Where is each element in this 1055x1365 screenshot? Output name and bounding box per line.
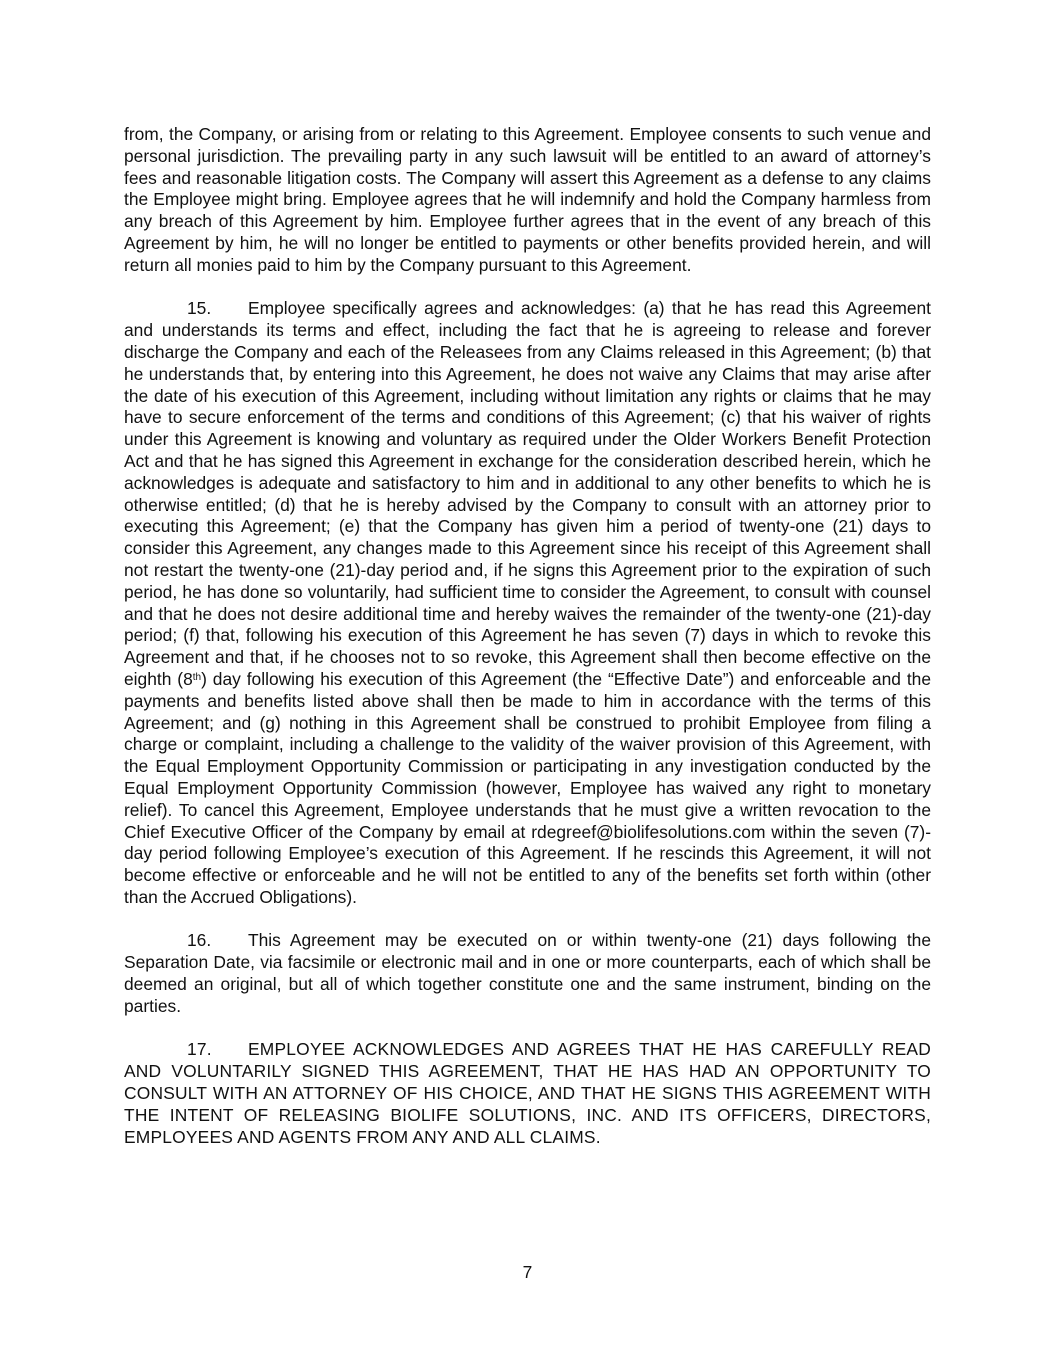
paragraph-17 xyxy=(124,1039,931,1148)
paragraph-14-continued: from, the Company, or arising from or relating to this Agreement. Employee consents to such venue and personal jurisdiction. The prevailing party in any such lawsuit will be entitled to an award of attorney’s fees and reasonable litigation costs. The Company will assert this Agreement as a defense to any claims the Employee might bring. Employee agrees that he will indemnify and hold the Company harmless from any breach of this Agreement by him. Employee further agrees that in the event of any breach of this Agreement by him, he will no longer be entitled to payments or other benefits provided herein, and will return all monies paid to him by the Company pursuant to this Agreement. xyxy=(124,124,931,275)
paragraph-15-number: 15. xyxy=(187,298,212,319)
paragraph-15-text-a: Employee specifically agrees and acknowledges: (a) that he has read this Agreement and understands its terms and effect, including the fact that he is agreeing to release and forever discharge the Company and each of the Releasees from any Claims released in this Agreement; (b) that he understands that, by entering into this Agreement, he does not waive any Claims that may arise after the date of his execution of this Agreement, including without limitation any rights or claims that he may have to secure enforcement of the terms and conditions of this Agreement; (c) that his waiver of rights under this Agreement is knowing and voluntary as required under the Older Workers Benefit Protection Act and that he has signed this Agreement in exchange for the consideration described herein, which he acknowledges is adequate and satisfactory to him and in additional to any other benefits to which he is otherwise entitled; (d) that he is hereby advised by the Company to consult with an attorney prior to executing this Agreement; (e) that the Company has given him a period of twenty-one (21) days to consider this Agreement, any changes made to this Agreement since his receipt of this Agreement shall not restart the twenty-one (21)-day period and, if he signs this Agreement prior to the expiration of such period, he has done so voluntarily, had sufficient time to consider the Agreement, to consult with counsel and that he does not desire additional time and hereby waives the remainder of the twenty-one (21)-day period; (f) that, following his execution of this Agreement he has seven (7) days in which to revoke this Agreement and that, if he chooses not to so revoke, this Agreement shall then become effective on the eighth (8 xyxy=(124,298,931,689)
paragraph-16 xyxy=(124,930,931,1017)
document-page xyxy=(124,124,931,1170)
paragraph-17-text: EMPLOYEE ACKNOWLEDGES AND AGREES THAT HE HAS CAREFULLY READ AND VOLUNTARILY SIGNED THIS AGREEMENT, THAT HE HAS HAD AN OPPORTUNITY TO CONSULT WITH AN ATTORNEY OF HIS CHOICE, AND THAT HE SIGNS THIS AGREEMENT WITH THE INTENT OF RELEASING BIOLIFE SOLUTIONS, INC. AND ITS OFFICERS, DIRECTORS, EMPLOYEES AND AGENTS FROM ANY AND ALL CLAIMS. xyxy=(124,1039,931,1147)
paragraph-15 xyxy=(124,298,931,908)
paragraph-15-text-b: ) day following his execution of this Agreement (the “Effective Date”) and enforceable and the payments and benefits listed above shall then be made to him in accordance with the terms of this Agreement; and (g) nothing in this Agreement shall be construed to prohibit Employee from filing a charge or complaint, including a challenge to the validity of the waiver provision of this Agreement, with the Equal Employment Opportunity Commission or participating in any investigation conducted by the Equal Employment Opportunity Commission (however, Employee has waived any right to monetary relief). To cancel this Agreement, Employee understands that he must give a written revocation to the Chief Executive Officer of the Company by email at rdegreef@biolifesolutions.com within the seven (7)-day period following Employee’s execution of this Agreement. If he rescinds this Agreement, it will not become effective or enforceable and he will not be entitled to any of the benefits set forth within (other than the Accrued Obligations). xyxy=(124,668,931,907)
paragraph-17-number: 17. xyxy=(187,1039,212,1060)
page-number: 7 xyxy=(522,1262,533,1282)
ordinal-superscript: th xyxy=(192,671,202,683)
paragraph-16-number: 16. xyxy=(187,930,212,951)
paragraph-16-text: This Agreement may be executed on or within twenty-one (21) days following the Separation Date, via facsimile or electronic mail and in one or more counterparts, each of which shall be deemed an original, but all of which together constitute one and the same instrument, binding on the parties. xyxy=(124,930,931,1016)
